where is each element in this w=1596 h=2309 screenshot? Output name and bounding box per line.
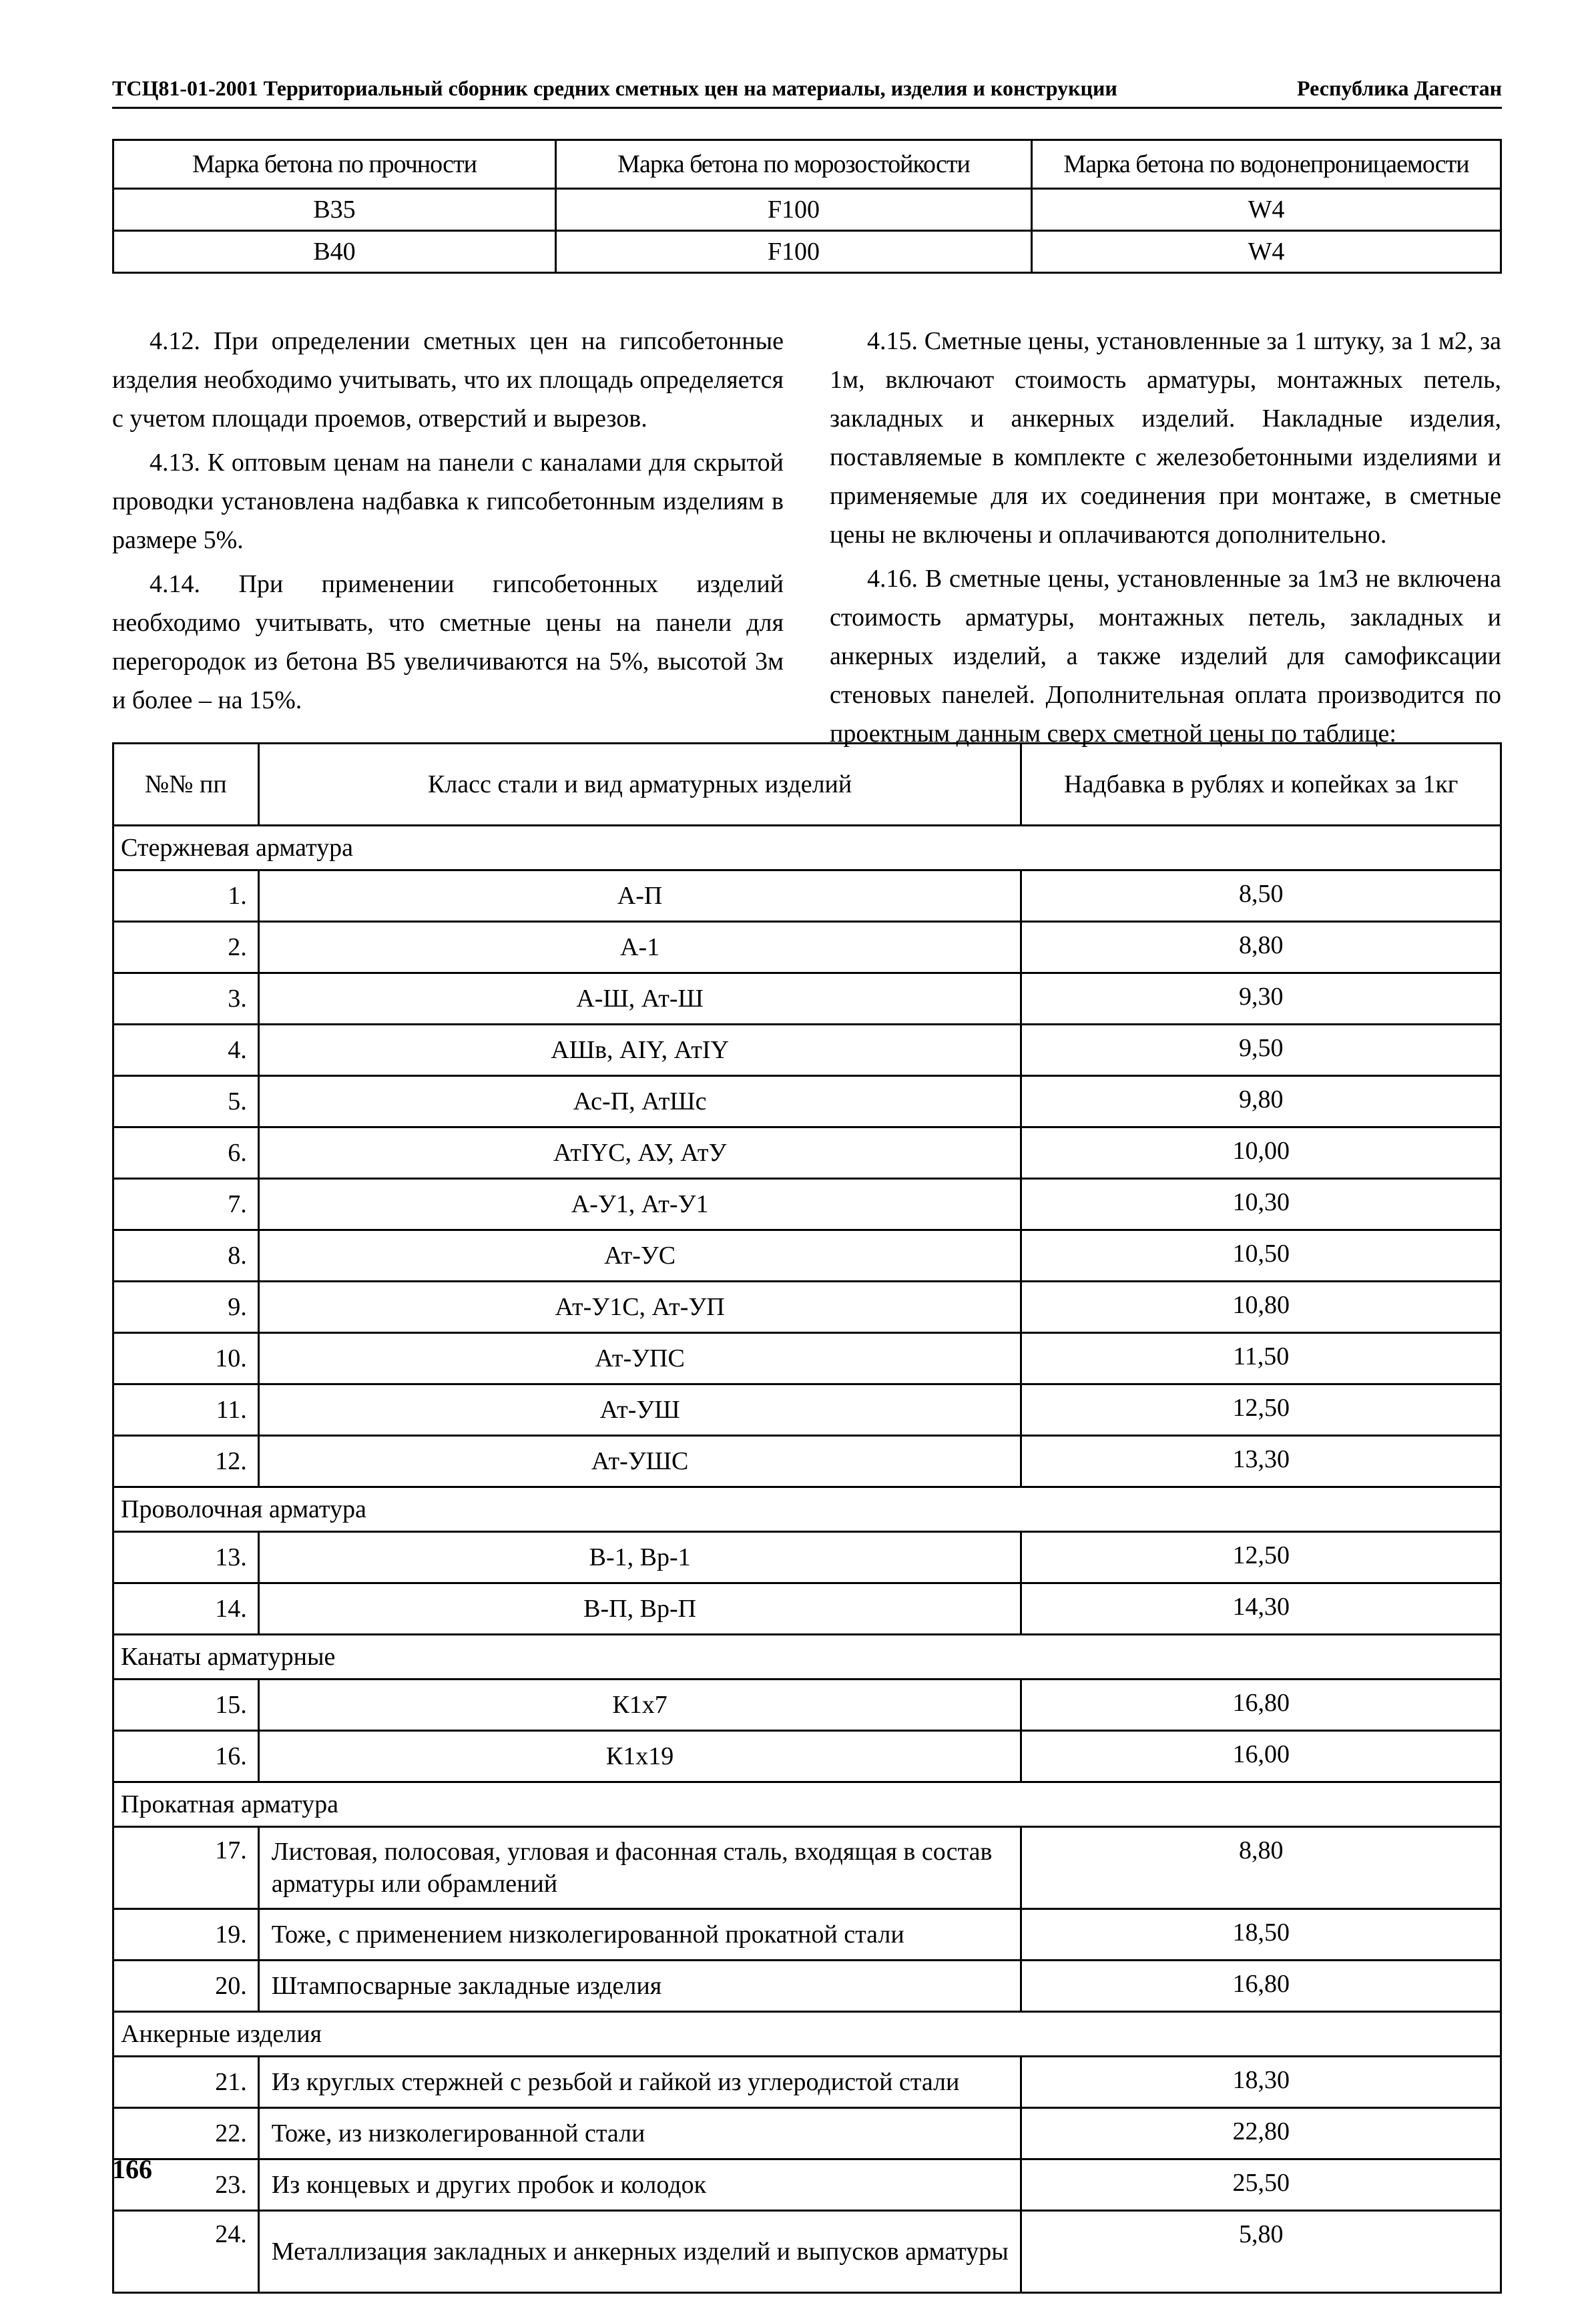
header-title: ТСЦ81-01-2001 Территориальный сборник средних сметных цен на материалы, изделия и конструкции xyxy=(112,76,1117,100)
table-row xyxy=(113,1583,1501,1635)
table-row xyxy=(113,2159,1501,2211)
rebar-table-body xyxy=(113,826,1501,2293)
column-header: Марка бетона по прочности xyxy=(113,140,556,189)
table-row xyxy=(113,1961,1501,2012)
table-row xyxy=(113,1827,1501,1909)
surcharge-value: 16,80 xyxy=(1021,1961,1501,2012)
row-number: 24. xyxy=(113,2211,259,2293)
surcharge-value: 5,80 xyxy=(1021,2211,1501,2293)
table-section-row xyxy=(113,1635,1501,1680)
table-row xyxy=(113,231,1501,273)
concrete-grade-table xyxy=(112,139,1502,274)
paragraph-4-13: 4.13. К оптовым ценам на панели с каналами для скрытой проводки установлена надбавка к гипсобетонным изделиям в размере 5%. xyxy=(112,449,784,554)
surcharge-value: 18,50 xyxy=(1021,1909,1501,1961)
table-section-row xyxy=(113,1782,1501,1827)
column-header-number: №№ пп xyxy=(113,744,259,826)
surcharge-value: 10,50 xyxy=(1021,1230,1501,1282)
steel-class: Металлизация закладных и анкерных изделий и выпусков арматуры xyxy=(258,2211,1021,2293)
steel-class: Ат-УС xyxy=(258,1230,1021,1282)
table-row xyxy=(113,973,1501,1025)
steel-class: А-У1, Ат-У1 xyxy=(258,1179,1021,1230)
row-number: 16. xyxy=(113,1731,259,1782)
surcharge-value: 8,50 xyxy=(1021,870,1501,922)
paragraph-4-12: 4.12. При определении сметных цен на гипсобетонные изделия необходимо учитывать, что их площадь определяется с учетом площади проемов, отверстий и вырезов. xyxy=(112,327,784,433)
text-column-right xyxy=(830,322,1501,758)
table-row xyxy=(113,1282,1501,1333)
row-number: 10. xyxy=(113,1333,259,1384)
table-row xyxy=(113,922,1501,973)
table-header-row xyxy=(113,744,1501,826)
row-number: 15. xyxy=(113,1680,259,1731)
row-number: 6. xyxy=(113,1127,259,1179)
section-title: Проволочная арматура xyxy=(113,1487,1501,1532)
table-row xyxy=(113,1127,1501,1179)
table-row xyxy=(113,1731,1501,1782)
steel-class: В-1, Вр-1 xyxy=(258,1532,1021,1583)
header-region: Республика Дагестан xyxy=(1297,76,1502,100)
surcharge-value: 8,80 xyxy=(1021,1827,1501,1909)
table-row xyxy=(113,1025,1501,1076)
steel-class: Тоже, с применением низколегированной прокатной стали xyxy=(258,1909,1021,1961)
table-section-row xyxy=(113,826,1501,870)
table-row xyxy=(113,2211,1501,2293)
steel-class: В-П, Вр-П xyxy=(258,1583,1021,1635)
steel-class: Тоже, из низколегированной стали xyxy=(258,2108,1021,2159)
surcharge-value: 16,80 xyxy=(1021,1680,1501,1731)
row-number: 14. xyxy=(113,1583,259,1635)
section-title: Прокатная арматура xyxy=(113,1782,1501,1827)
column-header: Марка бетона по водонепроницаемости xyxy=(1032,140,1501,189)
row-number: 4. xyxy=(113,1025,259,1076)
table-row xyxy=(113,870,1501,922)
row-number: 7. xyxy=(113,1179,259,1230)
steel-class: Ат-УШ xyxy=(258,1384,1021,1436)
paragraph-4-16: 4.16. В сметные цены, установленные за 1м3 не включена стоимость арматуры, монтажных петель, закладных и анкерных изделий, а также изделий для самофиксации стеновых панелей. Дополнительная оплата производится по проектным данным сверх сметной цены по таблице: xyxy=(830,565,1501,748)
steel-class: АШв, АIY, АтIY xyxy=(258,1025,1021,1076)
row-number: 12. xyxy=(113,1436,259,1487)
steel-class: К1х7 xyxy=(258,1680,1021,1731)
table-row xyxy=(113,1179,1501,1230)
row-number: 21. xyxy=(113,2057,259,2108)
steel-class: А-П xyxy=(258,870,1021,922)
surcharge-value: 16,00 xyxy=(1021,1731,1501,1782)
table-row xyxy=(113,1333,1501,1384)
row-number: 20. xyxy=(113,1961,259,2012)
column-header: Марка бетона по морозостойкости xyxy=(556,140,1032,189)
table-section-row xyxy=(113,1487,1501,1532)
column-header-class: Класс стали и вид арматурных изделий xyxy=(258,744,1021,826)
row-number: 1. xyxy=(113,870,259,922)
row-number: 9. xyxy=(113,1282,259,1333)
surcharge-value: 9,30 xyxy=(1021,973,1501,1025)
steel-class: А-Ш, Ат-Ш xyxy=(258,973,1021,1025)
table-cell: В35 xyxy=(113,189,556,231)
table-cell: W4 xyxy=(1032,231,1501,273)
table-row xyxy=(113,1076,1501,1127)
table-section-row xyxy=(113,2012,1501,2057)
steel-class: Ат-УПС xyxy=(258,1333,1021,1384)
table-cell: В40 xyxy=(113,231,556,273)
surcharge-value: 11,50 xyxy=(1021,1333,1501,1384)
surcharge-value: 13,30 xyxy=(1021,1436,1501,1487)
surcharge-value: 9,50 xyxy=(1021,1025,1501,1076)
table-cell: F100 xyxy=(556,189,1032,231)
row-number: 17. xyxy=(113,1827,259,1909)
table-row xyxy=(113,1532,1501,1583)
row-number: 22. xyxy=(113,2108,259,2159)
surcharge-value: 9,80 xyxy=(1021,1076,1501,1127)
surcharge-value: 10,30 xyxy=(1021,1179,1501,1230)
paragraph-4-15: 4.15. Сметные цены, установленные за 1 штуку, за 1 м2, за 1м, включают стоимость арматуры, монтажных петель, закладных и анкерных изделий. Накладные изделия, поставляемые в комплекте с железобетонными изделиями и применяемые для их соединения при монтаже, в сметные цены не включены и оплачиваются дополнительно. xyxy=(830,327,1501,549)
row-number: 13. xyxy=(113,1532,259,1583)
surcharge-value: 25,50 xyxy=(1021,2159,1501,2211)
table-row xyxy=(113,1680,1501,1731)
surcharge-value: 22,80 xyxy=(1021,2108,1501,2159)
surcharge-value: 14,30 xyxy=(1021,1583,1501,1635)
paragraph-4-14: 4.14. При применении гипсобетонных изделий необходимо учитывать, что сметные цены на панели для перегородок из бетона В5 увеличиваются на 5%, высотой 3м и более – на 15%. xyxy=(112,570,784,714)
steel-class: Ас-П, АтШс xyxy=(258,1076,1021,1127)
steel-class: Листовая, полосовая, угловая и фасонная сталь, входящая в состав арматуры или обрамлений xyxy=(258,1827,1021,1909)
row-number: 5. xyxy=(113,1076,259,1127)
page-header xyxy=(112,73,1502,109)
table-row xyxy=(113,1384,1501,1436)
table-row xyxy=(113,2057,1501,2108)
steel-class: Ат-УШС xyxy=(258,1436,1021,1487)
table-row xyxy=(113,1909,1501,1961)
row-number: 3. xyxy=(113,973,259,1025)
steel-class: К1х19 xyxy=(258,1731,1021,1782)
section-title: Анкерные изделия xyxy=(113,2012,1501,2057)
steel-class: АтIYС, АУ, АтУ xyxy=(258,1127,1021,1179)
steel-class: А-1 xyxy=(258,922,1021,973)
text-column-left xyxy=(112,322,784,725)
table-row xyxy=(113,1436,1501,1487)
steel-class: Штампосварные закладные изделия xyxy=(258,1961,1021,2012)
table-row xyxy=(113,1230,1501,1282)
table-header-row xyxy=(113,140,1501,189)
row-number: 23. xyxy=(113,2159,259,2211)
table-row xyxy=(113,2108,1501,2159)
surcharge-value: 8,80 xyxy=(1021,922,1501,973)
row-number: 2. xyxy=(113,922,259,973)
surcharge-value: 18,30 xyxy=(1021,2057,1501,2108)
section-title: Стержневая арматура xyxy=(113,826,1501,870)
table-cell: F100 xyxy=(556,231,1032,273)
surcharge-value: 12,50 xyxy=(1021,1532,1501,1583)
steel-class: Из концевых и других пробок и колодок xyxy=(258,2159,1021,2211)
steel-class: Ат-У1С, Ат-УП xyxy=(258,1282,1021,1333)
steel-class: Из круглых стержней с резьбой и гайкой из углеродистой стали xyxy=(258,2057,1021,2108)
page-number: 166 xyxy=(112,2154,152,2184)
surcharge-value: 10,80 xyxy=(1021,1282,1501,1333)
surcharge-value: 12,50 xyxy=(1021,1384,1501,1436)
rebar-surcharge-table xyxy=(112,742,1502,2294)
column-header-surcharge: Надбавка в рублях и копейках за 1кг xyxy=(1021,744,1501,826)
table-cell: W4 xyxy=(1032,189,1501,231)
table-row xyxy=(113,189,1501,231)
row-number: 19. xyxy=(113,1909,259,1961)
section-title: Канаты арматурные xyxy=(113,1635,1501,1680)
row-number: 11. xyxy=(113,1384,259,1436)
surcharge-value: 10,00 xyxy=(1021,1127,1501,1179)
row-number: 8. xyxy=(113,1230,259,1282)
